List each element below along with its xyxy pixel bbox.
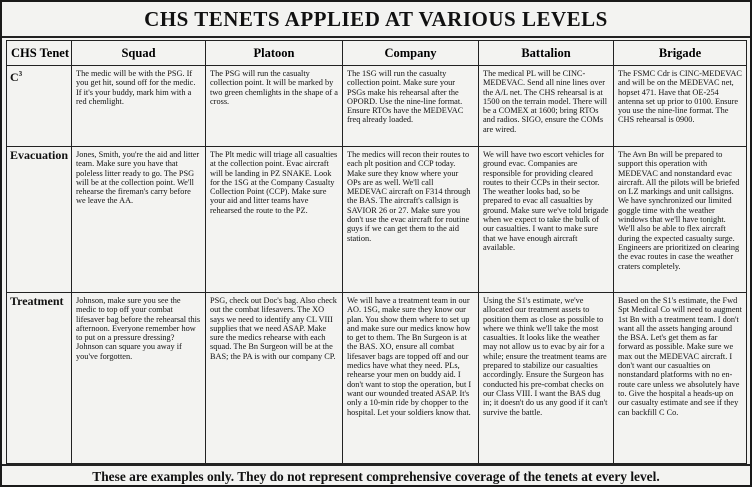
- table-cell-evac-squad: Jones, Smith, you're the aid and litter team. Make sure you have that poleless litter ready to go. The PSG will be at the collection point. We'll rehearse the fireman's carry before we leave the AA.: [72, 147, 206, 293]
- table-cell-evac-platoon: The Plt medic will triage all casualties at the collection point. Evac aircraft will be landing in PZ SNAKE. Look for the 1SG at the Company Casualty Collection Point (CCP). Make sure your aid and litter teams have rehearsed the route to the PZ.: [206, 147, 343, 293]
- table-row-evacuation: [7, 147, 747, 293]
- column-header-tenet: CHS Tenet: [7, 41, 72, 66]
- header-row: [7, 41, 747, 66]
- column-header-company: Company: [343, 41, 479, 66]
- column-header-platoon: Platoon: [206, 41, 343, 66]
- row-label-treatment: Treatment: [7, 293, 72, 464]
- table-cell-c3-company: The 1SG will run the casualty collection point. Make sure your PSGs make his rehearsal after the OPORD. Use the nine-line format. Ensure RTOs have the MEDEVAC freq already loaded.: [343, 66, 479, 147]
- page-title: CHS TENETS APPLIED AT VARIOUS LEVELS: [2, 2, 750, 38]
- table-cell-c3-squad: The medic will be with the PSG. If you get hit, sound off for the medic. If it's your buddy, mark him with a red chemlight.: [72, 66, 206, 147]
- column-header-brigade: Brigade: [614, 41, 747, 66]
- table-cell-treat-battalion: Using the S1's estimate, we've allocated our treatment assets to position them as close as possible to where we think we'll take the most casualties. It looks like the weather may not allow us to evac by air for a while; ensure the treatment teams are prepared to stabilize our casualties accordingly. Ensure the Surgeon has conducted his pre-combat checks on our Class VIII. I want the BAS dug in; it doesn't do us any good if it can't survive the battle.: [479, 293, 614, 464]
- footer-note: These are examples only. They do not represent comprehensive coverage of the tenets at every level.: [2, 464, 750, 487]
- table-cell-evac-company: The medics will recon their routes to each plt position and CCP today. Make sure they know where your OPs are as well. We'll call MEDEVAC aircraft on F314 through the BAS. The aircraft's callsign is SAVIOR 26 or 27. Make sure you don't use the evac aircraft for routine guys if we can get them to the aid station.: [343, 147, 479, 293]
- table-cell-treat-brigade: Based on the S1's estimate, the Fwd Spt Medical Co will need to augment 1st Bn with a treatment team. I don't want all the assets hanging around the BSA. Let's get them as far forward as possible. Make sure we max out the MEDEVAC aircraft. I don't want our casualties on nonstandard platforms with no en-route care unless we absolutely have to. Give the hospital a heads-up on our casualty estimate and see if they can backfill C Co.: [614, 293, 747, 464]
- document-frame: [2, 2, 750, 485]
- table-cell-evac-battalion: We will have two escort vehicles for ground evac. Companies are responsible for providing cleared routes to their CCPs in their sector. The weather looks bad, so be prepared to evac all casualties by ground. Make sure we've told brigade when we expect to take the bulk of our casualties. I want to make sure that we have enough aircraft available.: [479, 147, 614, 293]
- table-cell-evac-brigade: The Avn Bn will be prepared to support this operation with MEDEVAC and nonstandard evac aircraft. All the pilots will be briefed on LZ markings and unit callsigns. We have synchronized our limited goggle time with the weather windows that we'll have tonight. We'll also be able to flex aircraft during the expected casualty surge. Engineers are prioritized on clearing the evac routes in case the weather craters completely.: [614, 147, 747, 293]
- table-cell-c3-platoon: The PSG will run the casualty collection point. It will be marked by two green chemlights in the shape of a cross.: [206, 66, 343, 147]
- row-label-superscript: 3: [18, 70, 23, 78]
- column-header-battalion: Battalion: [479, 41, 614, 66]
- column-header-squad: Squad: [72, 41, 206, 66]
- table-cell-treat-platoon: PSG, check out Doc's bag. Also check out the combat lifesavers. The XO says we need to identify any CL VIII supplies that we need ASAP. Make sure the medics rehearse with each squad. The Bn Surgeon will be at the BAS; the PA is with our company CP.: [206, 293, 343, 464]
- tenets-table: [6, 40, 747, 464]
- table-cell-c3-battalion: The medical PL will be CINC-MEDEVAC. Send all nine lines over the A/L net. The CHS rehearsal is at 1500 on the terrain model. There will be a COMEX at 1600; bring RTOs and radios. SIGO, ensure the COMs are wired.: [479, 66, 614, 147]
- table-cell-c3-brigade: The FSMC Cdr is CINC-MEDEVAC and will be on the MEDEVAC net, hopset 471. Have that OE-254 antenna set up prior to 0100. Ensure you use the nine-line format. The CHS rehearsal is 0900.: [614, 66, 747, 147]
- row-label-text: C: [10, 70, 19, 84]
- table-cell-treat-squad: Johnson, make sure you see the medic to top off your combat lifesaver bag before the rehearsal this afternoon. Everyone remember how to put on a pressure dressing? Johnson can square you away if you've forgotten.: [72, 293, 206, 464]
- table-row-treatment: [7, 293, 747, 464]
- row-label-c3: [7, 66, 72, 147]
- table-cell-treat-company: We will have a treatment team in our AO. 1SG, make sure they know our plan. You show them where to set up and make sure our medics know how to get to them. The Bn Surgeon is at the BAS. XO, ensure all combat lifesaver bags are topped off and our medics have what they need. PLs, rehearse your men on buddy aid. I don't want to stop the operation, but I want our wounded treated ASAP. It's only a 10-min ride by chopper to the hospital. Let your soldiers know that.: [343, 293, 479, 464]
- table-row-c3: [7, 66, 747, 147]
- row-label-evacuation: Evacuation: [7, 147, 72, 293]
